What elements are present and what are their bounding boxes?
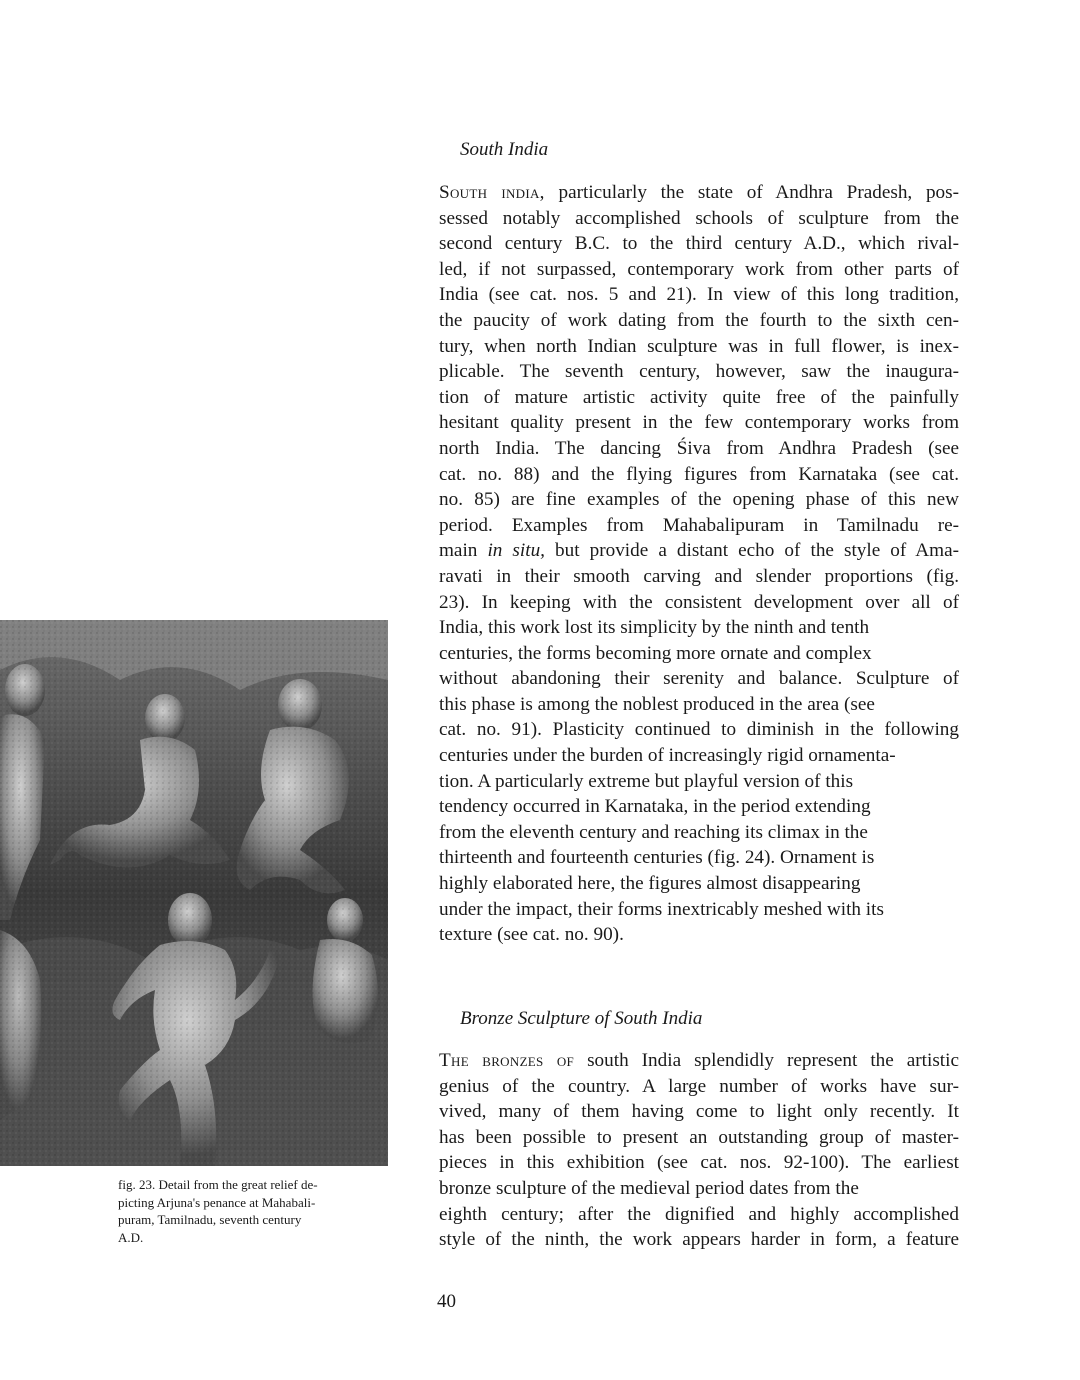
text-line: cat. no. 91). Plasticity continued to diminish in the following [439,719,959,741]
text-line: South india, particularly the state of Andhra Pradesh, pos- [439,182,960,203]
page-number: 40 [437,1291,456,1312]
text-line: without abandoning their serenity and balance. Sculpture of [439,668,959,690]
relief-image [0,620,388,1166]
text-line: period. Examples from Mahabalipuram in Tamilnadu re- [439,514,959,536]
small-caps-lead: The bronzes of [439,1050,575,1071]
small-caps-lead: South india, [439,182,545,203]
text-line: main in situ, but provide a distant echo of the style of Ama- [439,540,959,562]
caption-line: picting Arjuna's penance at Mahabali- [118,1194,316,1210]
text-line: tury, when north Indian sculpture was in full flower, is inex- [439,335,959,357]
text-line: pieces in this exhibition (see cat. nos. 92-100). The earliest [439,1152,959,1174]
paragraph-bronze-sculpture [439,1048,959,1253]
text-line: north India. The dancing Śiva from Andhra Pradesh (see [439,437,959,459]
text-line: the paucity of work dating from the fourth to the sixth cen- [439,309,959,331]
text-line: this phase is among the noblest produced in the area (see [439,693,875,715]
text-line: bronze sculpture of the medieval period dates from the [439,1177,859,1199]
figure-caption [118,1176,378,1246]
text-line: plicable. The seventh century, however, saw the inaugura- [439,361,959,383]
text-line: style of the ninth, the work appears harder in form, a feature [439,1229,959,1251]
text-line: tion. A particularly extreme but playful version of this [439,770,854,792]
section-title-bronze-sculpture: Bronze Sculpture of South India [460,1008,703,1029]
text-line: has been possible to present an outstanding group of master- [439,1126,959,1148]
relief-photograph [0,620,388,1166]
section-title-south-india: South India [460,139,549,160]
text-line: from the eleventh century and reaching its climax in the [439,821,868,843]
text-line: centuries under the burden of increasingly rigid ornamenta- [439,745,896,767]
text-line: genius of the country. A large number of works have sur- [439,1075,959,1097]
text-line: The bronzes of south India splendidly represent the artistic [439,1050,959,1071]
text-line: texture (see cat. no. 90). [439,924,624,946]
text-line: thirteenth and fourteenth centuries (fig. 24). Ornament is [439,847,875,869]
text-line: sessed notably accomplished schools of sculpture from the [439,207,959,229]
italic-term: in situ, [487,540,545,562]
text-line: tion of mature artistic activity quite free of the painfully [439,386,959,408]
text-line: tendency occurred in Karnataka, in the period extending [439,796,871,818]
text-line: vived, many of them having come to light only recently. It [439,1101,959,1123]
text-line: hesitant quality present in the few contemporary works from [439,412,959,434]
caption-line: fig. 23. Detail from the great relief de- [118,1177,318,1192]
paragraph-south-india [439,180,959,948]
text-line: under the impact, their forms inextricably meshed with its [439,898,884,920]
text-line: second century B.C. to the third century A.D., which rival- [439,233,959,255]
text-line: eighth century; after the dignified and highly accomplished [439,1203,959,1225]
text-line: ravati in their smooth carving and slender proportions (fig. [439,565,959,587]
caption-line: puram, Tamilnadu, seventh century [118,1212,302,1227]
text-line: no. 85) are fine examples of the opening phase of this new [439,489,959,511]
text-line: India, this work lost its simplicity by the ninth and tenth [439,617,870,639]
text-line: cat. no. 88) and the flying figures from Karnataka (see cat. [439,463,959,485]
caption-line: A.D. [118,1229,144,1245]
text-line: centuries, the forms becoming more ornate and complex [439,642,872,664]
text-line: led, if not surpassed, contemporary work from other parts of [439,258,959,280]
text-line: India (see cat. nos. 5 and 21). In view of this long tradition, [439,284,959,306]
text-line: highly elaborated here, the figures almost disappearing [439,873,861,895]
text-line: 23). In keeping with the consistent development over all of [439,591,959,613]
